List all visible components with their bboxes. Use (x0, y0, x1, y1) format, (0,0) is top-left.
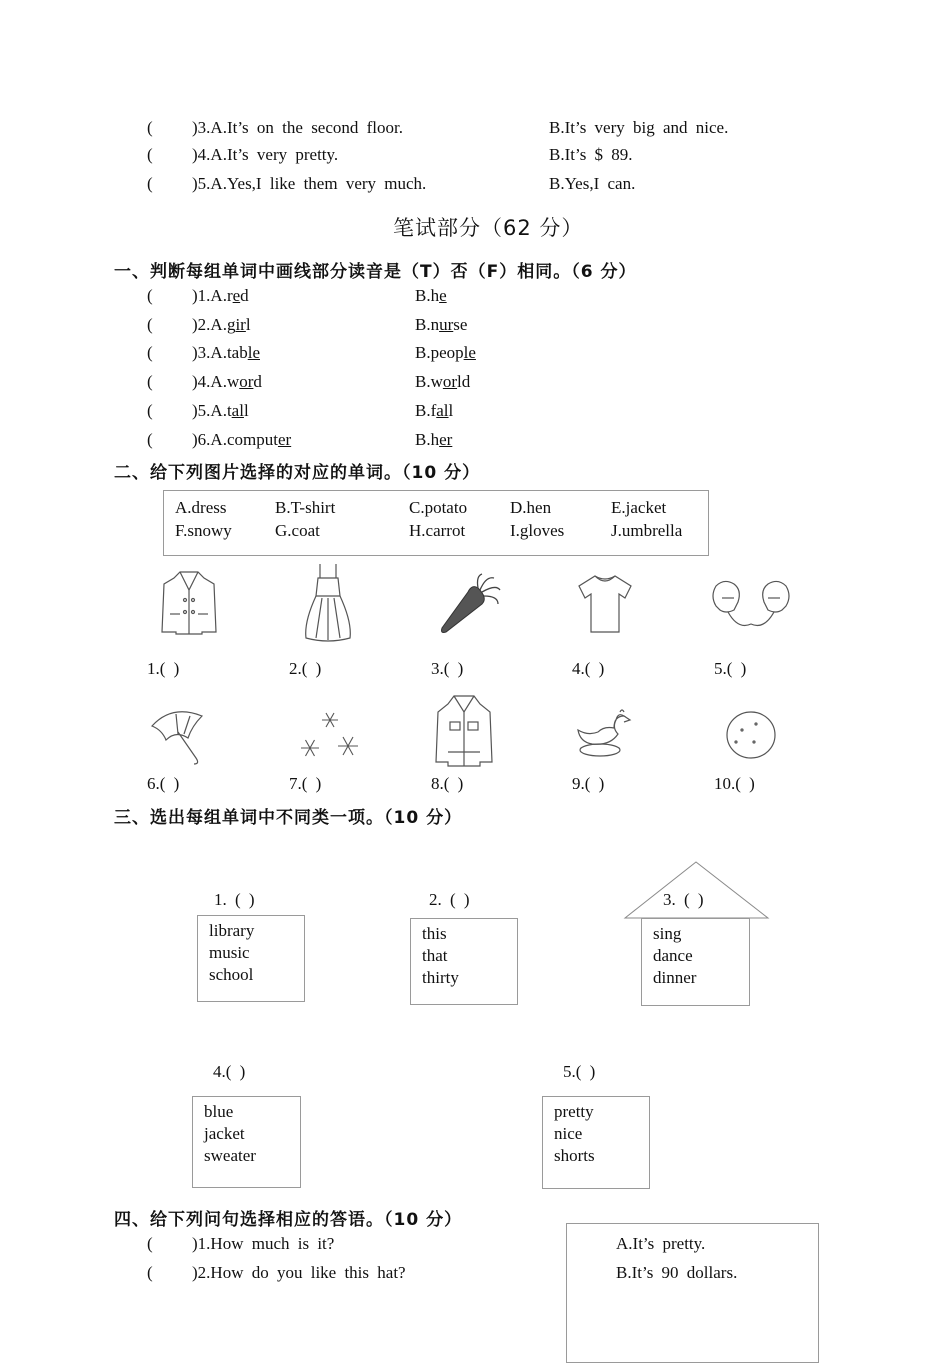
group-word: sweater (204, 1146, 256, 1165)
group-word: thirty (422, 968, 459, 987)
picture-label: 1.( ) (147, 659, 180, 678)
picture-label: 3.( ) (431, 659, 464, 678)
word-bank-item: C.potato (409, 498, 468, 517)
group-word: that (422, 946, 448, 965)
section-3-heading: 三、选出每组单词中不同类一项。（10 分） (114, 808, 463, 828)
answer-paren: ( (147, 430, 153, 449)
word-b: B.her (415, 430, 453, 449)
t-shirt-icon (575, 572, 635, 634)
word-b: B.people (415, 343, 476, 362)
question-text: )2.How do you like this hat? (192, 1263, 406, 1282)
gloves-icon (708, 576, 794, 630)
group-word: blue (204, 1102, 234, 1121)
word-a: )6.A.computer (192, 430, 292, 449)
umbrella-icon (146, 704, 210, 768)
group-word: this (422, 924, 447, 943)
group-word: music (209, 943, 250, 962)
word-b: B.he (415, 286, 447, 305)
answer-paren: ( (147, 401, 153, 420)
picture-label: 8.( ) (431, 774, 464, 793)
group-word: sing (653, 924, 682, 943)
answer-paren: ( (147, 145, 153, 164)
word-bank-item: J.umbrella (611, 521, 683, 540)
word-a: )2.A.girl (192, 315, 251, 334)
group-word: jacket (204, 1124, 245, 1143)
word-group-box (410, 918, 518, 1005)
word-group-box (641, 918, 750, 1006)
option-a: )4.A.It’s very pretty. (192, 145, 339, 164)
answer-paren: ( (147, 1263, 153, 1282)
section-2-heading: 二、给下列图片选择的对应的单词。（10 分） (114, 463, 481, 483)
word-group-box (542, 1096, 650, 1189)
answer-paren: ( (147, 372, 153, 391)
question-text: )1.How much is it? (192, 1234, 335, 1253)
word-b: B.fall (415, 401, 454, 420)
picture-label: 2.( ) (289, 659, 322, 678)
picture-label: 4.( ) (572, 659, 605, 678)
group-word: school (209, 965, 254, 984)
group-word: dance (653, 946, 693, 965)
word-b: B.world (415, 372, 471, 391)
answer-paren: ( (147, 118, 153, 137)
answer-paren: ( (147, 315, 153, 334)
coat-icon (160, 568, 218, 638)
word-bank-item: F.snowy (175, 521, 232, 540)
answer-option: B.It’s 90 dollars. (616, 1263, 738, 1282)
group-label: 3. ( ) (663, 890, 704, 909)
word-a: )1.A.red (192, 286, 249, 305)
group-word: library (209, 921, 255, 940)
option-b: B.It’s $ 89. (549, 145, 633, 164)
word-b: B.nurse (415, 315, 468, 334)
group-word: pretty (554, 1102, 594, 1121)
group-label: 1. ( ) (214, 890, 255, 909)
word-a: )3.A.table (192, 343, 260, 362)
word-bank-item: B.T-shirt (275, 498, 336, 517)
word-bank-box (163, 490, 709, 556)
picture-label: 9.( ) (572, 774, 605, 793)
option-b: B.Yes,I can. (549, 174, 636, 193)
word-a: )5.A.tall (192, 401, 249, 420)
group-label: 2. ( ) (429, 890, 470, 909)
jacket-icon (432, 692, 496, 770)
picture-label: 7.( ) (289, 774, 322, 793)
word-group-box (192, 1096, 301, 1188)
written-part-title: 笔试部分（62 分） (393, 216, 584, 240)
section-1-heading: 一、判断每组单词中画线部分读音是（T）否（F）相同。（6 分） (114, 262, 637, 282)
answer-options-box (566, 1223, 819, 1363)
snowflakes-icon (296, 708, 364, 764)
picture-label: 6.( ) (147, 774, 180, 793)
picture-label: 5.( ) (714, 659, 747, 678)
group-label: 5.( ) (563, 1062, 596, 1081)
group-word: dinner (653, 968, 697, 987)
word-bank-item: D.hen (510, 498, 552, 517)
answer-paren: ( (147, 286, 153, 305)
option-a: )5.A.Yes,I like them very much. (192, 174, 427, 193)
option-b: B.It’s very big and nice. (549, 118, 729, 137)
word-bank-item: E.jacket (611, 498, 667, 517)
section-4-heading: 四、给下列问句选择相应的答语。（10 分） (114, 1210, 463, 1230)
answer-paren: ( (147, 343, 153, 362)
hen-icon (574, 706, 638, 760)
answer-paren: ( (147, 174, 153, 193)
answer-paren: ( (147, 1234, 153, 1253)
word-bank-item: G.coat (275, 521, 320, 540)
word-bank-item: I.gloves (510, 521, 565, 540)
word-bank-item: H.carrot (409, 521, 466, 540)
word-group-box (197, 915, 305, 1002)
option-a: )3.A.It’s on the second floor. (192, 118, 404, 137)
answer-option: A.It’s pretty. (616, 1234, 706, 1253)
group-word: nice (554, 1124, 583, 1143)
group-label: 4.( ) (213, 1062, 246, 1081)
carrot-icon (438, 572, 502, 636)
dress-icon (300, 562, 356, 642)
group-word: shorts (554, 1146, 595, 1165)
word-bank-item: A.dress (175, 498, 227, 517)
potato-icon (724, 708, 778, 762)
picture-label: 10.( ) (714, 774, 755, 793)
word-a: )4.A.word (192, 372, 262, 391)
